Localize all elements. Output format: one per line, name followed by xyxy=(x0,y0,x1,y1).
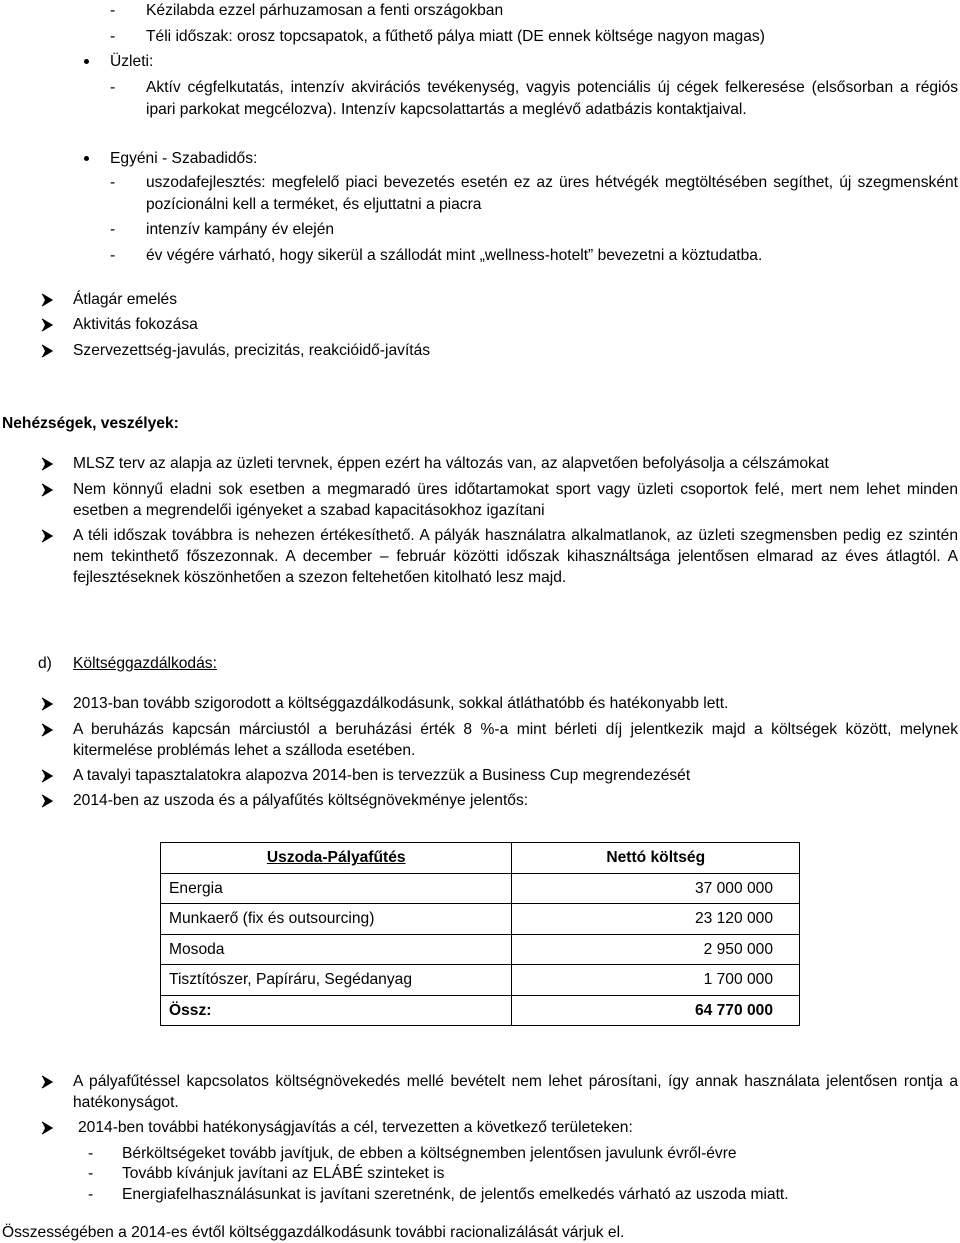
nehezseg-item-3: A téli időszak továbbra is nehezen értékesíthető. A pályák használatra alkalmatlanok, az üzleti szegmensben pedig ez szintén nem tekinthető főszezonnak. A december – február közötti időszak kihasználtsága jelentősen elmarad az éves átlagtól. A fejlesztéseknek köszönhetően a szezon feltehetően kitolható lesz majd. xyxy=(73,527,958,586)
table-header-cell: Nettó költség xyxy=(512,843,800,874)
arrowhead-bullet-icon xyxy=(40,723,54,737)
table-cell-label: Tisztítószer, Papíráru, Segédanyag xyxy=(161,965,512,996)
after-table-item-2: 2014-ben további hatékonyságjavítás a cél, tervezetten a következő területeken: xyxy=(78,1119,633,1136)
dash-marker: - xyxy=(88,1145,94,1162)
koltseg-item-3: A tavalyi tapasztalatokra alapozva 2014-ben is tervezzük a Business Cup megrendezését xyxy=(73,767,691,784)
table-total-label: Össz: xyxy=(161,995,512,1026)
arrowhead-bullet-icon xyxy=(40,293,54,307)
koltseg-heading: Költséggazdálkodás: xyxy=(73,655,217,672)
table-row xyxy=(161,904,800,935)
koltseg-item-4: 2014-ben az uszoda és a pályafűtés költségnövekménye jelentős: xyxy=(73,792,529,809)
egyeni-item-1: uszodafejlesztés: megfelelő piaci bevezetés esetén ez az üres hétvégék megtöltésében segíthet, új szegmensként pozícionálni kell a terméket, és eljuttatni a piacra xyxy=(146,174,958,213)
koltseg-item-1: 2013-ban tovább szigorodott a költséggazdálkodásunk, sokkal átláthatóbb és hatékonyabb lett. xyxy=(73,695,729,712)
dash-marker: - xyxy=(110,79,116,96)
bullet-dot-icon xyxy=(84,59,89,64)
after-table-dash-2: Tovább kívánjuk javítani az ELÁBÉ szinteket is xyxy=(122,1165,445,1182)
arrowhead-bullet-icon xyxy=(40,318,54,332)
egyeni-heading: Egyéni - Szabadidős: xyxy=(110,150,258,167)
arrowhead-bullet-icon xyxy=(40,1075,54,1089)
table-cell-label: Energia xyxy=(161,873,512,904)
after-table-item-1: A pályafűtéssel kapcsolatos költségnövekedés mellé bevételt nem lehet párosítani, így annak használata jelentősen rontja a hatékonyságot. xyxy=(73,1073,958,1111)
dash-marker: - xyxy=(110,247,116,264)
uzleti-heading: Üzleti: xyxy=(110,53,154,70)
after-table-dash-3: Energiafelhasználásunkat is javítani szeretnénk, de jelentős emelkedés várható az uszoda miatt. xyxy=(122,1186,789,1203)
dash-marker: - xyxy=(88,1165,94,1182)
cost-table xyxy=(160,842,800,1026)
table-cell-value: 23 120 000 xyxy=(512,904,800,935)
dash-marker: - xyxy=(88,1186,94,1203)
egyeni-item-2: intenzív kampány év elején xyxy=(146,221,335,238)
arrow-item-1: Átlagár emelés xyxy=(73,291,178,308)
table-header-label: Uszoda-Pályafűtés xyxy=(266,849,406,867)
dash-marker: - xyxy=(110,28,116,45)
table-total-value: 64 770 000 xyxy=(512,995,800,1026)
arrowhead-bullet-icon xyxy=(40,794,54,808)
nehezseg-item-2: Nem könnyű eladni sok esetben a megmaradó üres időtartamokat sport vagy üzleti csoportok felé, mert nem lehet minden esetben a megrendelői igényeket a szabad kapacitásokhoz igazítani xyxy=(73,481,958,519)
arrowhead-bullet-icon xyxy=(40,1121,54,1135)
top-dash-text-2: Téli időszak: orosz topcsapatok, a fűthető pálya miatt (DE ennek költsége nagyon magas) xyxy=(146,28,765,45)
after-table-dash-1: Bérköltségeket tovább javítjuk, de ebben a költségnemben jelentősen javulunk évről-évre xyxy=(122,1145,737,1162)
arrowhead-bullet-icon xyxy=(40,457,54,471)
uzleti-item: Aktív cégfelkutatás, intenzív akvirációs tevékenység, vagyis potenciális új cégek felkeresése (elsősorban a régiós ipari parkokat megcélozva). Intenzív kapcsolattartás a meglévő adatbázis kontaktjaival. xyxy=(146,79,958,118)
table-cell-value: 1 700 000 xyxy=(512,965,800,996)
table-row xyxy=(161,934,800,965)
koltseg-item-2: A beruházás kapcsán márciustól a beruházási érték 8 %-a mint bérleti díj jelentkezik majd a költségek között, melynek kitermelése problémás lehet a szálloda esetében. xyxy=(73,721,958,759)
section-letter: d) xyxy=(38,655,52,672)
arrow-item-3: Szervezettség-javulás, precizitás, reakcióidő-javítás xyxy=(73,342,431,359)
table-row xyxy=(161,965,800,996)
arrow-item-2: Aktivitás fokozása xyxy=(73,316,198,333)
summary-text: Összességében a 2014-es évtől költséggazdálkodásunk további racionalizálását várjuk el. xyxy=(2,1224,625,1241)
top-dash-text-1: Kézilabda ezzel párhuzamosan a fenti országokban xyxy=(146,2,504,19)
nehezseg-item-1: MLSZ terv az alapja az üzleti tervnek, éppen ezért ha változás van, az alapvetően befolyásolja a célszámokat xyxy=(73,455,829,472)
dash-marker: - xyxy=(110,221,116,238)
table-cell-label: Munkaerő (fix és outsourcing) xyxy=(161,904,512,935)
arrowhead-bullet-icon xyxy=(40,483,54,497)
nehezsegek-heading: Nehézségek, veszélyek: xyxy=(2,415,179,432)
table-cell-value: 37 000 000 xyxy=(512,873,800,904)
dash-marker: - xyxy=(110,2,116,19)
arrowhead-bullet-icon xyxy=(40,769,54,783)
egyeni-item-3: év végére várható, hogy sikerül a szállodát mint „wellness-hotelt” bevezetni a köztudatba. xyxy=(146,247,763,264)
table-header-row xyxy=(161,843,800,874)
table-cell-value: 2 950 000 xyxy=(512,934,800,965)
table-row xyxy=(161,873,800,904)
dash-marker: - xyxy=(110,174,116,191)
table-cell-label: Mosoda xyxy=(161,934,512,965)
table-header-cell xyxy=(161,843,512,874)
bullet-dot-icon xyxy=(84,156,89,161)
arrowhead-bullet-icon xyxy=(40,697,54,711)
arrowhead-bullet-icon xyxy=(40,529,54,543)
table-total-row xyxy=(161,995,800,1026)
arrowhead-bullet-icon xyxy=(40,344,54,358)
